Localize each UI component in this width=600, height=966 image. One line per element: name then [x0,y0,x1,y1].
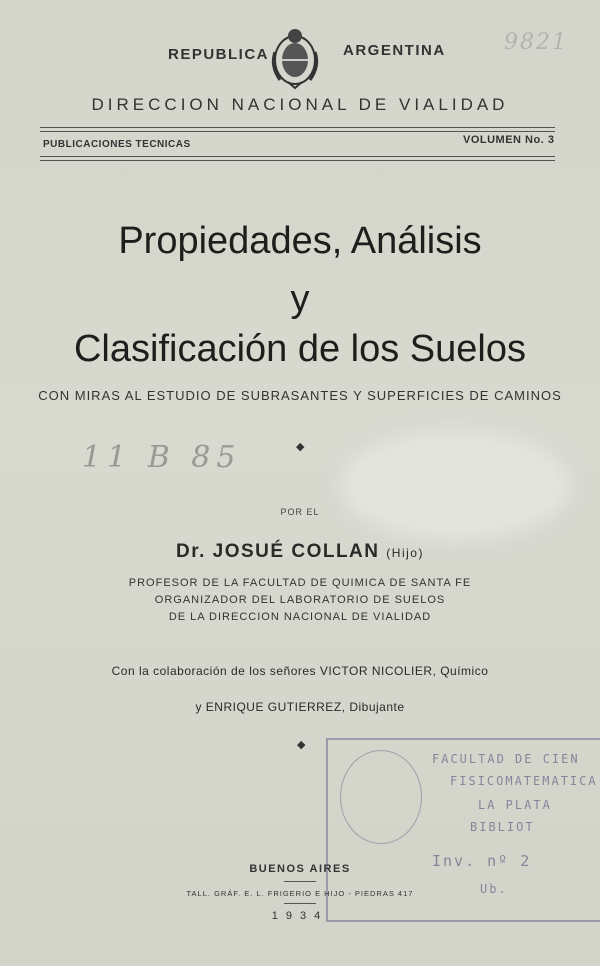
collaboration-line: Con la colaboración de los señores VICTOR NICOLIER, Químico [111,664,489,678]
author-name-text: Dr. JOSUÉ COLLAN [176,541,380,562]
credential-line: DE LA DIRECCION NACIONAL DE VIALIDAD [168,611,432,623]
diamond-ornament-icon: ◆ [297,739,306,751]
collaboration-line: y ENRIQUE GUTIERREZ, Dibujante [195,700,405,714]
divider [284,881,316,882]
printer-line: TALL. GRÁF. E. L. FRIGERIO E HIJO - PIEDRAS 417 [186,889,414,898]
stamp-inventory: Inv. nº 2 [432,852,532,870]
stamp-text: LA PLATA [478,798,552,812]
title-line-2: y [290,278,310,320]
divider [40,156,555,157]
handwritten-catalog-number: 9821 [504,30,568,55]
publication-year: 1934 [271,910,329,922]
stamp-seal-icon [340,750,422,844]
country-name-left: REPUBLICA [168,46,270,63]
agency-name: DIRECCION NACIONAL DE VIALIDAD [91,95,509,114]
volume-label: VOLUMEN No. 3 [463,134,555,146]
diamond-ornament-icon: ◆ [296,441,305,453]
series-label: PUBLICACIONES TECNICAS [43,139,191,150]
stamp-text: FACULTAD DE CIEN [432,752,580,766]
divider [40,127,555,128]
title-line-1: Propiedades, Análisis [118,220,482,262]
author-suffix: (Hijo) [386,546,424,560]
credential-line: ORGANIZADOR DEL LABORATORIO DE SUELOS [154,594,446,606]
author-name [0,541,600,563]
header [0,22,600,92]
divider [40,131,555,132]
title-line-3: Clasificación de los Suelos [73,328,526,370]
byline-prefix: POR EL [280,507,320,517]
country-name-right: ARGENTINA [343,42,446,59]
handwritten-note: 11 B 85 [82,440,242,475]
credential-line: PROFESOR DE LA FACULTAD DE QUIMICA DE SANTA FE [128,577,472,589]
coat-of-arms-icon [266,22,324,90]
subtitle: CON MIRAS AL ESTUDIO DE SUBRASANTES Y SUPERFICIES DE CAMINOS [38,388,562,403]
divider [40,160,555,161]
stamp-location: Ub. [480,882,508,896]
stamp-text: BIBLIOT [470,820,535,834]
glare-spot [340,430,570,540]
divider [284,903,316,904]
stamp-text: FISICOMATEMATICA [450,774,598,788]
publication-city: BUENOS AIRES [249,863,351,875]
